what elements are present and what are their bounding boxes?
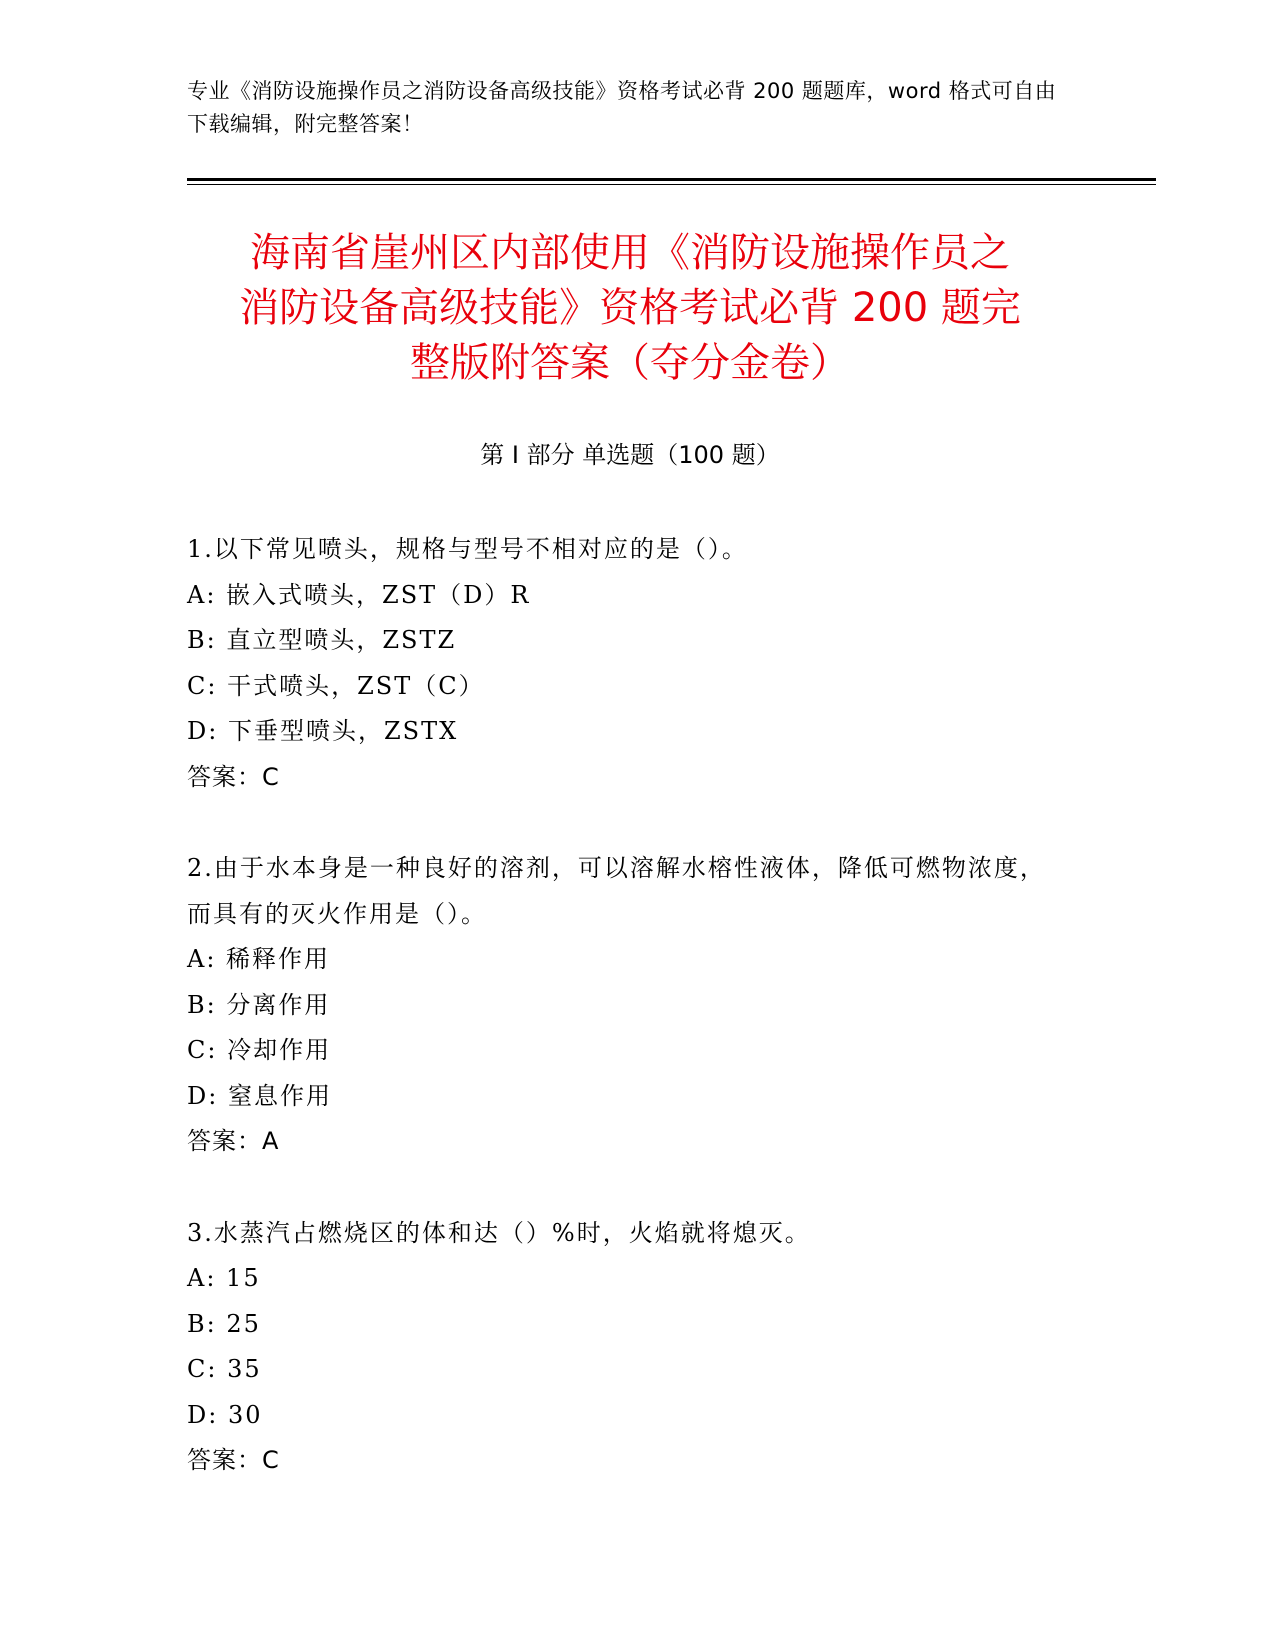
option-d: D: 下垂型喷头，ZSTX	[187, 717, 459, 745]
title-line-2: 消防设备高级技能》资格考试必背 200 题完	[239, 285, 1021, 331]
question-stem: 2.由于水本身是一种良好的溶剂，可以溶解水榕性液体，降低可燃物浓度，而具有的灭火作用是（）。	[187, 854, 1046, 928]
option-c: C: 35	[187, 1355, 262, 1383]
answer-line: 答案：C	[187, 762, 280, 791]
title-line-3: 整版附答案（夺分金卷）	[410, 340, 850, 386]
option-c: C: 冷却作用	[187, 1036, 332, 1064]
option-a: A: 嵌入式喷头，ZST（D）R	[187, 580, 531, 609]
option-d: D: 窒息作用	[187, 1081, 332, 1110]
header-rule-thin	[187, 184, 1156, 185]
option-c: C: 干式喷头，ZST（C）	[187, 671, 485, 700]
title-line-1: 海南省崖州区内部使用《消防设施操作员之	[250, 230, 1010, 276]
question-3	[187, 1211, 1067, 1484]
answer-line: 答案：A	[187, 1127, 280, 1155]
option-a: A: 15	[187, 1264, 261, 1292]
question-2	[187, 846, 1067, 1165]
document-title	[160, 226, 1100, 391]
question-list	[187, 527, 1067, 1530]
option-b: B: 直立型喷头，ZSTZ	[187, 626, 457, 654]
option-a: A: 稀释作用	[187, 945, 331, 973]
question-1	[187, 527, 1067, 800]
option-d: D: 30	[187, 1400, 263, 1429]
header-rule-thick	[187, 178, 1156, 181]
option-b: B: 25	[187, 1309, 261, 1338]
header-note: 专业《消防设施操作员之消防设备高级技能》资格考试必背 200 题题库，word 格式可自由下载编辑，附完整答案！	[187, 79, 1057, 136]
option-b: B: 分离作用	[187, 990, 331, 1019]
section-title: 第 I 部分 单选题（100 题）	[480, 441, 780, 469]
question-stem: 3.水蒸汽占燃烧区的体和达（）%时，火焰就将熄灭。	[187, 1218, 811, 1247]
answer-line: 答案：C	[187, 1446, 280, 1474]
question-stem: 1.以下常见喷头，规格与型号不相对应的是（）。	[187, 535, 748, 563]
